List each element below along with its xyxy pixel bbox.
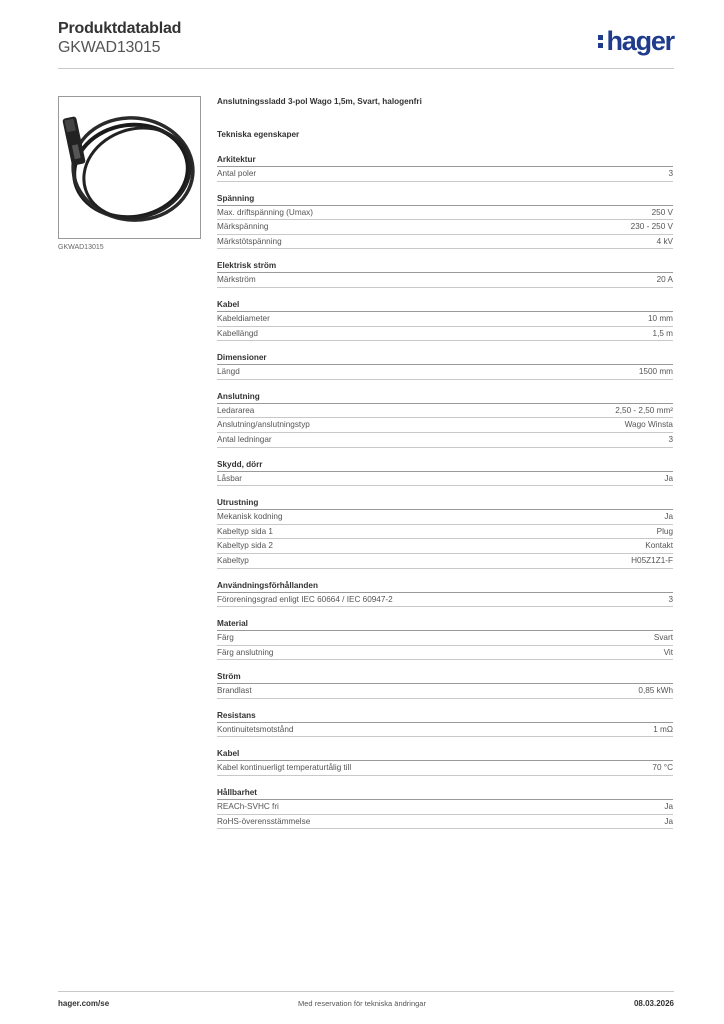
spec-value: 1,5 m [652, 328, 673, 338]
spec-value: Ja [664, 473, 673, 483]
footer-website: hager.com/se [58, 999, 110, 1008]
spec-label: Färg [217, 633, 234, 643]
spec-value: Vit [663, 647, 673, 657]
spec-row [217, 365, 673, 380]
spec-value: Svart [653, 633, 673, 643]
spec-label: Anslutning/anslutningstyp [217, 420, 310, 430]
spec-section [217, 192, 673, 250]
spec-label: Ledararea [217, 405, 255, 415]
spec-label: Kabeldiameter [217, 313, 270, 323]
spec-label: Brandlast [217, 686, 252, 696]
spec-value: 10 mm [647, 313, 673, 323]
spec-value: Ja [664, 816, 673, 826]
spec-row [217, 800, 673, 815]
spec-value: Kontakt [645, 541, 673, 551]
logo-dots-icon [598, 32, 604, 52]
spec-row [217, 539, 673, 554]
spec-label: Kabeltyp [217, 555, 249, 565]
section-title: Skydd, dörr [217, 458, 673, 472]
spec-value: 230 - 250 V [630, 222, 673, 232]
spec-label: REACh-SVHC fri [217, 802, 279, 812]
spec-label: Mekanisk kodning [217, 512, 283, 522]
section-title: Användningsförhållanden [217, 579, 673, 593]
spec-label: Kabellängd [217, 328, 258, 338]
spec-value: 0,85 kWh [638, 686, 673, 696]
cable-image [59, 97, 200, 238]
footer-divider [58, 991, 674, 992]
spec-value: Ja [664, 802, 673, 812]
spec-value: Wago Winsta [624, 420, 673, 430]
spec-label: Kontinuitetsmotstånd [217, 724, 294, 734]
spec-label: Märkström [217, 275, 256, 285]
spec-section [217, 458, 673, 487]
spec-label: Låsbar [217, 473, 243, 483]
spec-label: Antal ledningar [217, 434, 272, 444]
section-title: Kabel [217, 747, 673, 761]
spec-label: Längd [217, 367, 240, 377]
spec-value: Ja [664, 512, 673, 522]
spec-section [217, 298, 673, 341]
spec-label: RoHS-överensstämmelse [217, 816, 311, 826]
spec-label: Märkspänning [217, 222, 269, 232]
spec-section [217, 390, 673, 448]
product-description: Anslutningssladd 3-pol Wago 1,5m, Svart, halogenfri [217, 97, 422, 106]
spec-value: 70 °C [652, 763, 673, 773]
section-title: Dimensioner [217, 351, 673, 365]
image-caption: GKWAD13015 [58, 244, 104, 251]
section-title: Elektrisk ström [217, 259, 673, 273]
spec-value: 3 [668, 434, 673, 444]
spec-label: Max. driftspänning (Umax) [217, 207, 314, 217]
spec-row [217, 723, 673, 738]
spec-row [217, 761, 673, 776]
section-title: Resistans [217, 709, 673, 723]
hager-logo [598, 28, 674, 55]
spec-row [217, 525, 673, 540]
spec-section [217, 351, 673, 380]
spec-section [217, 617, 673, 660]
spec-section [217, 579, 673, 608]
spec-section [217, 747, 673, 776]
spec-row [217, 472, 673, 487]
spec-sections [217, 153, 673, 829]
spec-value: 250 V [651, 207, 673, 217]
spec-label: Kabeltyp sida 2 [217, 541, 273, 551]
logo-text: hager [606, 26, 674, 56]
spec-section [217, 786, 673, 829]
spec-value: 3 [668, 594, 673, 604]
spec-row [217, 433, 673, 448]
spec-section [217, 670, 673, 699]
product-code: GKWAD13015 [58, 39, 161, 56]
spec-row [217, 593, 673, 608]
footer-disclaimer: Med reservation för tekniska ändringar [298, 999, 426, 1008]
spec-row [217, 312, 673, 327]
spec-row [217, 646, 673, 661]
spec-row [217, 510, 673, 525]
spec-row [217, 235, 673, 250]
spec-content [217, 97, 673, 829]
spec-value: Plug [656, 526, 673, 536]
spec-value: H05Z1Z1-F [631, 555, 673, 565]
spec-row [217, 404, 673, 419]
tech-heading: Tekniska egenskaper [217, 130, 300, 139]
header-divider [58, 68, 674, 69]
spec-row [217, 631, 673, 646]
spec-section [217, 153, 673, 182]
spec-row [217, 167, 673, 182]
spec-section [217, 496, 673, 568]
spec-value: 1 mΩ [653, 724, 673, 734]
footer-date: 08.03.2026 [633, 999, 674, 1008]
spec-label: Föroreningsgrad enligt IEC 60664 / IEC 60947-2 [217, 594, 393, 604]
spec-value: 4 kV [656, 236, 673, 246]
spec-row [217, 220, 673, 235]
section-title: Ström [217, 670, 673, 684]
spec-label: Kabel kontinuerligt temperaturtålig till [217, 763, 352, 773]
section-title: Arkitektur [217, 153, 673, 167]
spec-section [217, 709, 673, 738]
spec-row [217, 273, 673, 288]
section-title: Spänning [217, 192, 673, 206]
section-title: Hållbarhet [217, 786, 673, 800]
spec-row [217, 815, 673, 830]
spec-label: Kabeltyp sida 1 [217, 526, 273, 536]
spec-row [217, 554, 673, 569]
spec-label: Märkstötspänning [217, 236, 282, 246]
section-title: Anslutning [217, 390, 673, 404]
spec-row [217, 206, 673, 221]
spec-value: 2,50 - 2,50 mm² [615, 405, 673, 415]
spec-row [217, 327, 673, 342]
section-title: Kabel [217, 298, 673, 312]
spec-value: 20 A [656, 275, 673, 285]
spec-label: Färg anslutning [217, 647, 274, 657]
page-title: Produktdatablad [58, 20, 182, 37]
section-title: Material [217, 617, 673, 631]
spec-row [217, 418, 673, 433]
spec-value: 3 [668, 169, 673, 178]
spec-value: 1500 mm [638, 367, 673, 377]
section-title: Utrustning [217, 496, 673, 510]
spec-row [217, 684, 673, 699]
spec-label: Antal poler [217, 169, 257, 178]
product-image [58, 96, 201, 239]
spec-section [217, 259, 673, 288]
